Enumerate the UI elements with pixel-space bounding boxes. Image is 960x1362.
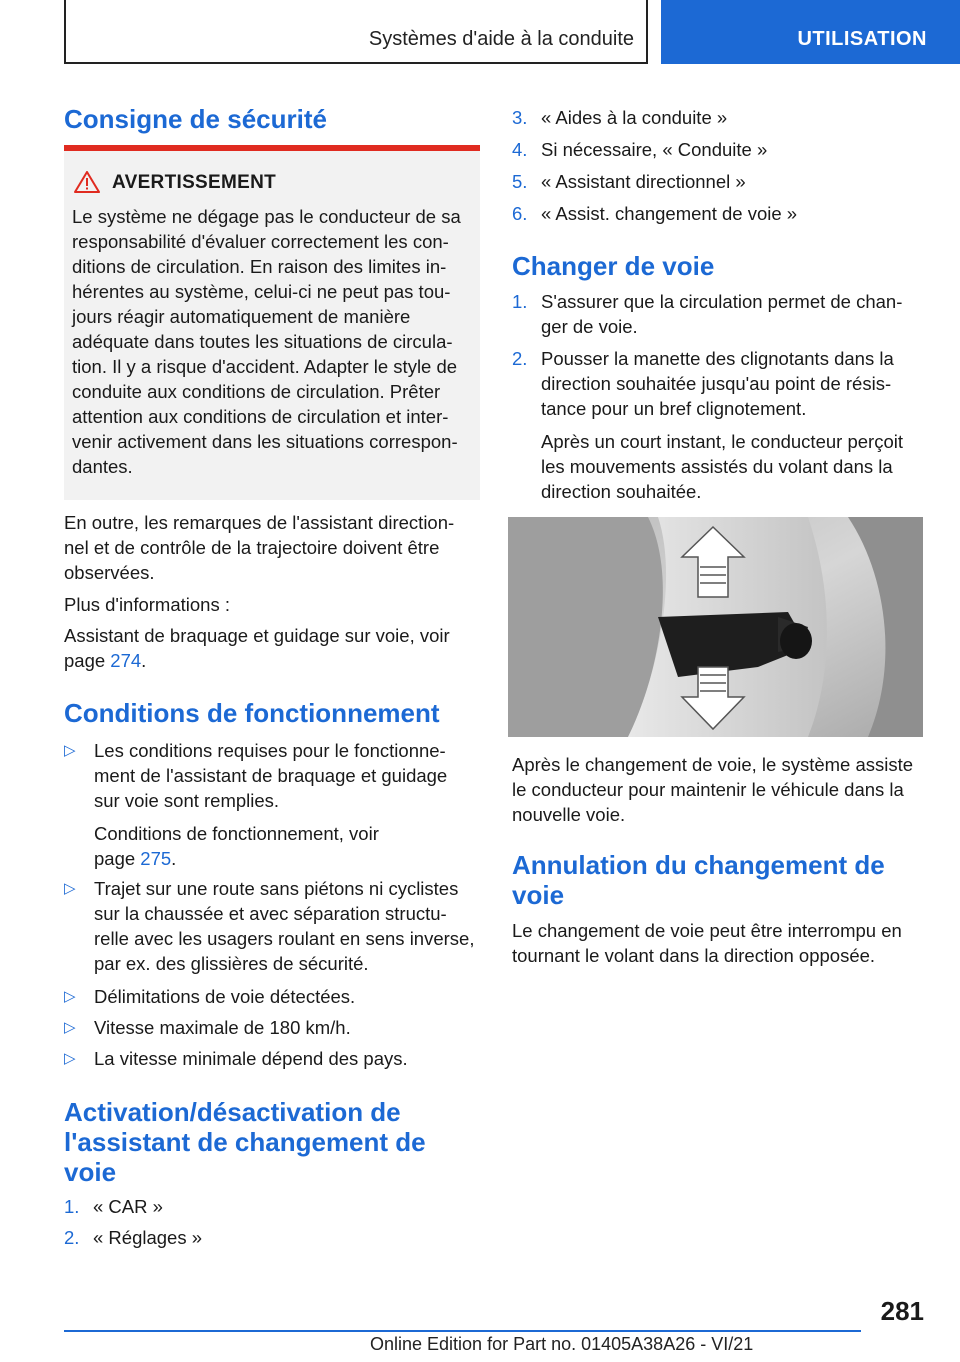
warning-line: dantes. [72, 456, 133, 477]
text-line: Après le changement de voie, le système assiste [512, 754, 914, 775]
step-number: 1. [64, 1196, 80, 1217]
heading-line: l'assistant de changement de [64, 1127, 426, 1157]
header-chapter-title: UTILISATION [797, 28, 927, 50]
warning-text [72, 204, 476, 479]
heading-cancel [512, 850, 924, 910]
step-text: « CAR » [93, 1196, 163, 1217]
step-text: Si nécessaire, « Conduite » [541, 139, 768, 160]
warning-line: venir activement dans les situations correspon- [72, 431, 458, 452]
triangle-bullet-icon: ▷ [64, 742, 76, 759]
warning-line: Le système ne dégage pas le conducteur de sa [72, 206, 461, 227]
footer-divider [64, 1330, 861, 1332]
warning-line: attention aux conditions de circulation et inter- [72, 406, 449, 427]
text-suffix: . [171, 848, 177, 869]
text-prefix: page [64, 650, 111, 671]
paragraph-cancel [512, 918, 932, 968]
step-number: 2. [512, 348, 528, 369]
triangle-bullet-icon: ▷ [64, 1019, 76, 1036]
heading-line: Annulation du changement de [512, 850, 885, 880]
step-number: 1. [512, 291, 528, 312]
step-text: « Assist. changement de voie » [541, 203, 798, 224]
text-line: relle avec les usagers roulant en sens inverse, [94, 928, 475, 949]
bullet-text: Vitesse maximale de 180 km/h. [94, 1017, 351, 1038]
text-line: S'assurer que la circulation permet de chan- [541, 291, 903, 312]
warning-line: ditions de circulation. En raison des limites in- [72, 256, 447, 277]
text-line: Conditions de fonctionnement, voir [94, 823, 379, 844]
heading-activation [64, 1097, 480, 1187]
warning-line: adéquate dans toutes les situations de circula- [72, 331, 453, 352]
text-line: observées. [64, 562, 155, 583]
header-section-title: Systèmes d'aide à la conduite [368, 28, 634, 50]
warning-line: jours réagir automatiquement de manière [72, 306, 411, 327]
page-link-275[interactable]: 275 [140, 848, 172, 869]
heading-change-lane: Changer de voie [512, 251, 715, 281]
text-line: En outre, les remarques de l'assistant direction- [64, 512, 455, 533]
warning-line: tion. Il y a risque d'accident. Adapter le style de [72, 356, 458, 377]
paragraph-remarks [64, 510, 480, 585]
step-number: 2. [64, 1227, 80, 1248]
text-suffix: . [141, 650, 147, 671]
heading-line: voie [64, 1157, 117, 1187]
step-text: « Réglages » [93, 1227, 203, 1248]
warning-line: responsabilité d'évaluer correctement les con- [72, 231, 449, 252]
turn-signal-lever-illustration [508, 517, 923, 737]
step-text: « Assistant directionnel » [541, 171, 746, 192]
heading-conditions: Conditions de fonctionnement [64, 698, 440, 728]
header-chapter-tab[interactable] [661, 0, 960, 64]
warning-title: AVERTISSEMENT [112, 172, 277, 193]
bullet-text: La vitesse minimale dépend des pays. [94, 1048, 408, 1069]
step-number: 4. [512, 139, 528, 160]
text-line: les mouvements assistés du volant dans la [541, 456, 893, 477]
text-line: sur voie sont remplies. [94, 790, 280, 811]
text-line: tance pour un bref clignotement. [541, 398, 807, 419]
text-line: Le changement de voie peut être interrompu en [512, 920, 902, 941]
heading-line: voie [512, 880, 565, 910]
text-line: Pousser la manette des clignotants dans la [541, 348, 894, 369]
page-link-274[interactable]: 274 [110, 650, 142, 671]
heading-safety: Consigne de sécurité [64, 104, 327, 134]
page-number: 281 [880, 1296, 924, 1326]
text-line: nel et de contrôle de la trajectoire doivent être [64, 537, 440, 558]
text-line: par ex. des glissières de sécurité. [94, 953, 369, 974]
triangle-bullet-icon: ▷ [64, 988, 76, 1005]
step-text: « Aides à la conduite » [541, 107, 728, 128]
warning-line: conduite aux conditions de circulation. Prêter [72, 381, 441, 402]
paragraph-more-info: Plus d'informations : [64, 594, 230, 615]
bullet-text: Délimitations de voie détectées. [94, 986, 356, 1007]
footer-edition: Online Edition for Part no. 01405A38A26 - VI/21 [370, 1334, 754, 1354]
text-line: le conducteur pour maintenir le véhicule dans la [512, 779, 904, 800]
paragraph-after-change [512, 752, 932, 827]
text-line: tournant le volant dans la direction opposée. [512, 945, 876, 966]
heading-line: Activation/désactivation de [64, 1097, 401, 1127]
text-prefix: page [94, 848, 141, 869]
triangle-bullet-icon: ▷ [64, 880, 76, 897]
text-line: direction souhaitée. [541, 481, 702, 502]
text-line: direction souhaitée jusqu'au point de résis- [541, 373, 892, 394]
warning-line: hérentes au système, celui-ci ne peut pas tou- [72, 281, 451, 302]
warning-triangle-icon [74, 171, 100, 193]
text-line: ger de voie. [541, 316, 638, 337]
text-line: Les conditions requises pour le fonctionne- [94, 740, 446, 761]
text-line: nouvelle voie. [512, 804, 626, 825]
paragraph-steering-ref [64, 623, 480, 673]
text-line: sur la chaussée et avec séparation structu- [94, 903, 447, 924]
text-line: Après un court instant, le conducteur perçoit [541, 431, 903, 452]
text-line: Assistant de braquage et guidage sur voie, voir [64, 625, 450, 646]
text-line: Trajet sur une route sans piétons ni cyclistes [94, 878, 459, 899]
step-number: 3. [512, 107, 528, 128]
triangle-bullet-icon: ▷ [64, 1050, 76, 1067]
text-line: ment de l'assistant de braquage et guidage [94, 765, 448, 786]
step-number: 6. [512, 203, 528, 224]
header-section-box [64, 0, 648, 64]
step-number: 5. [512, 171, 528, 192]
